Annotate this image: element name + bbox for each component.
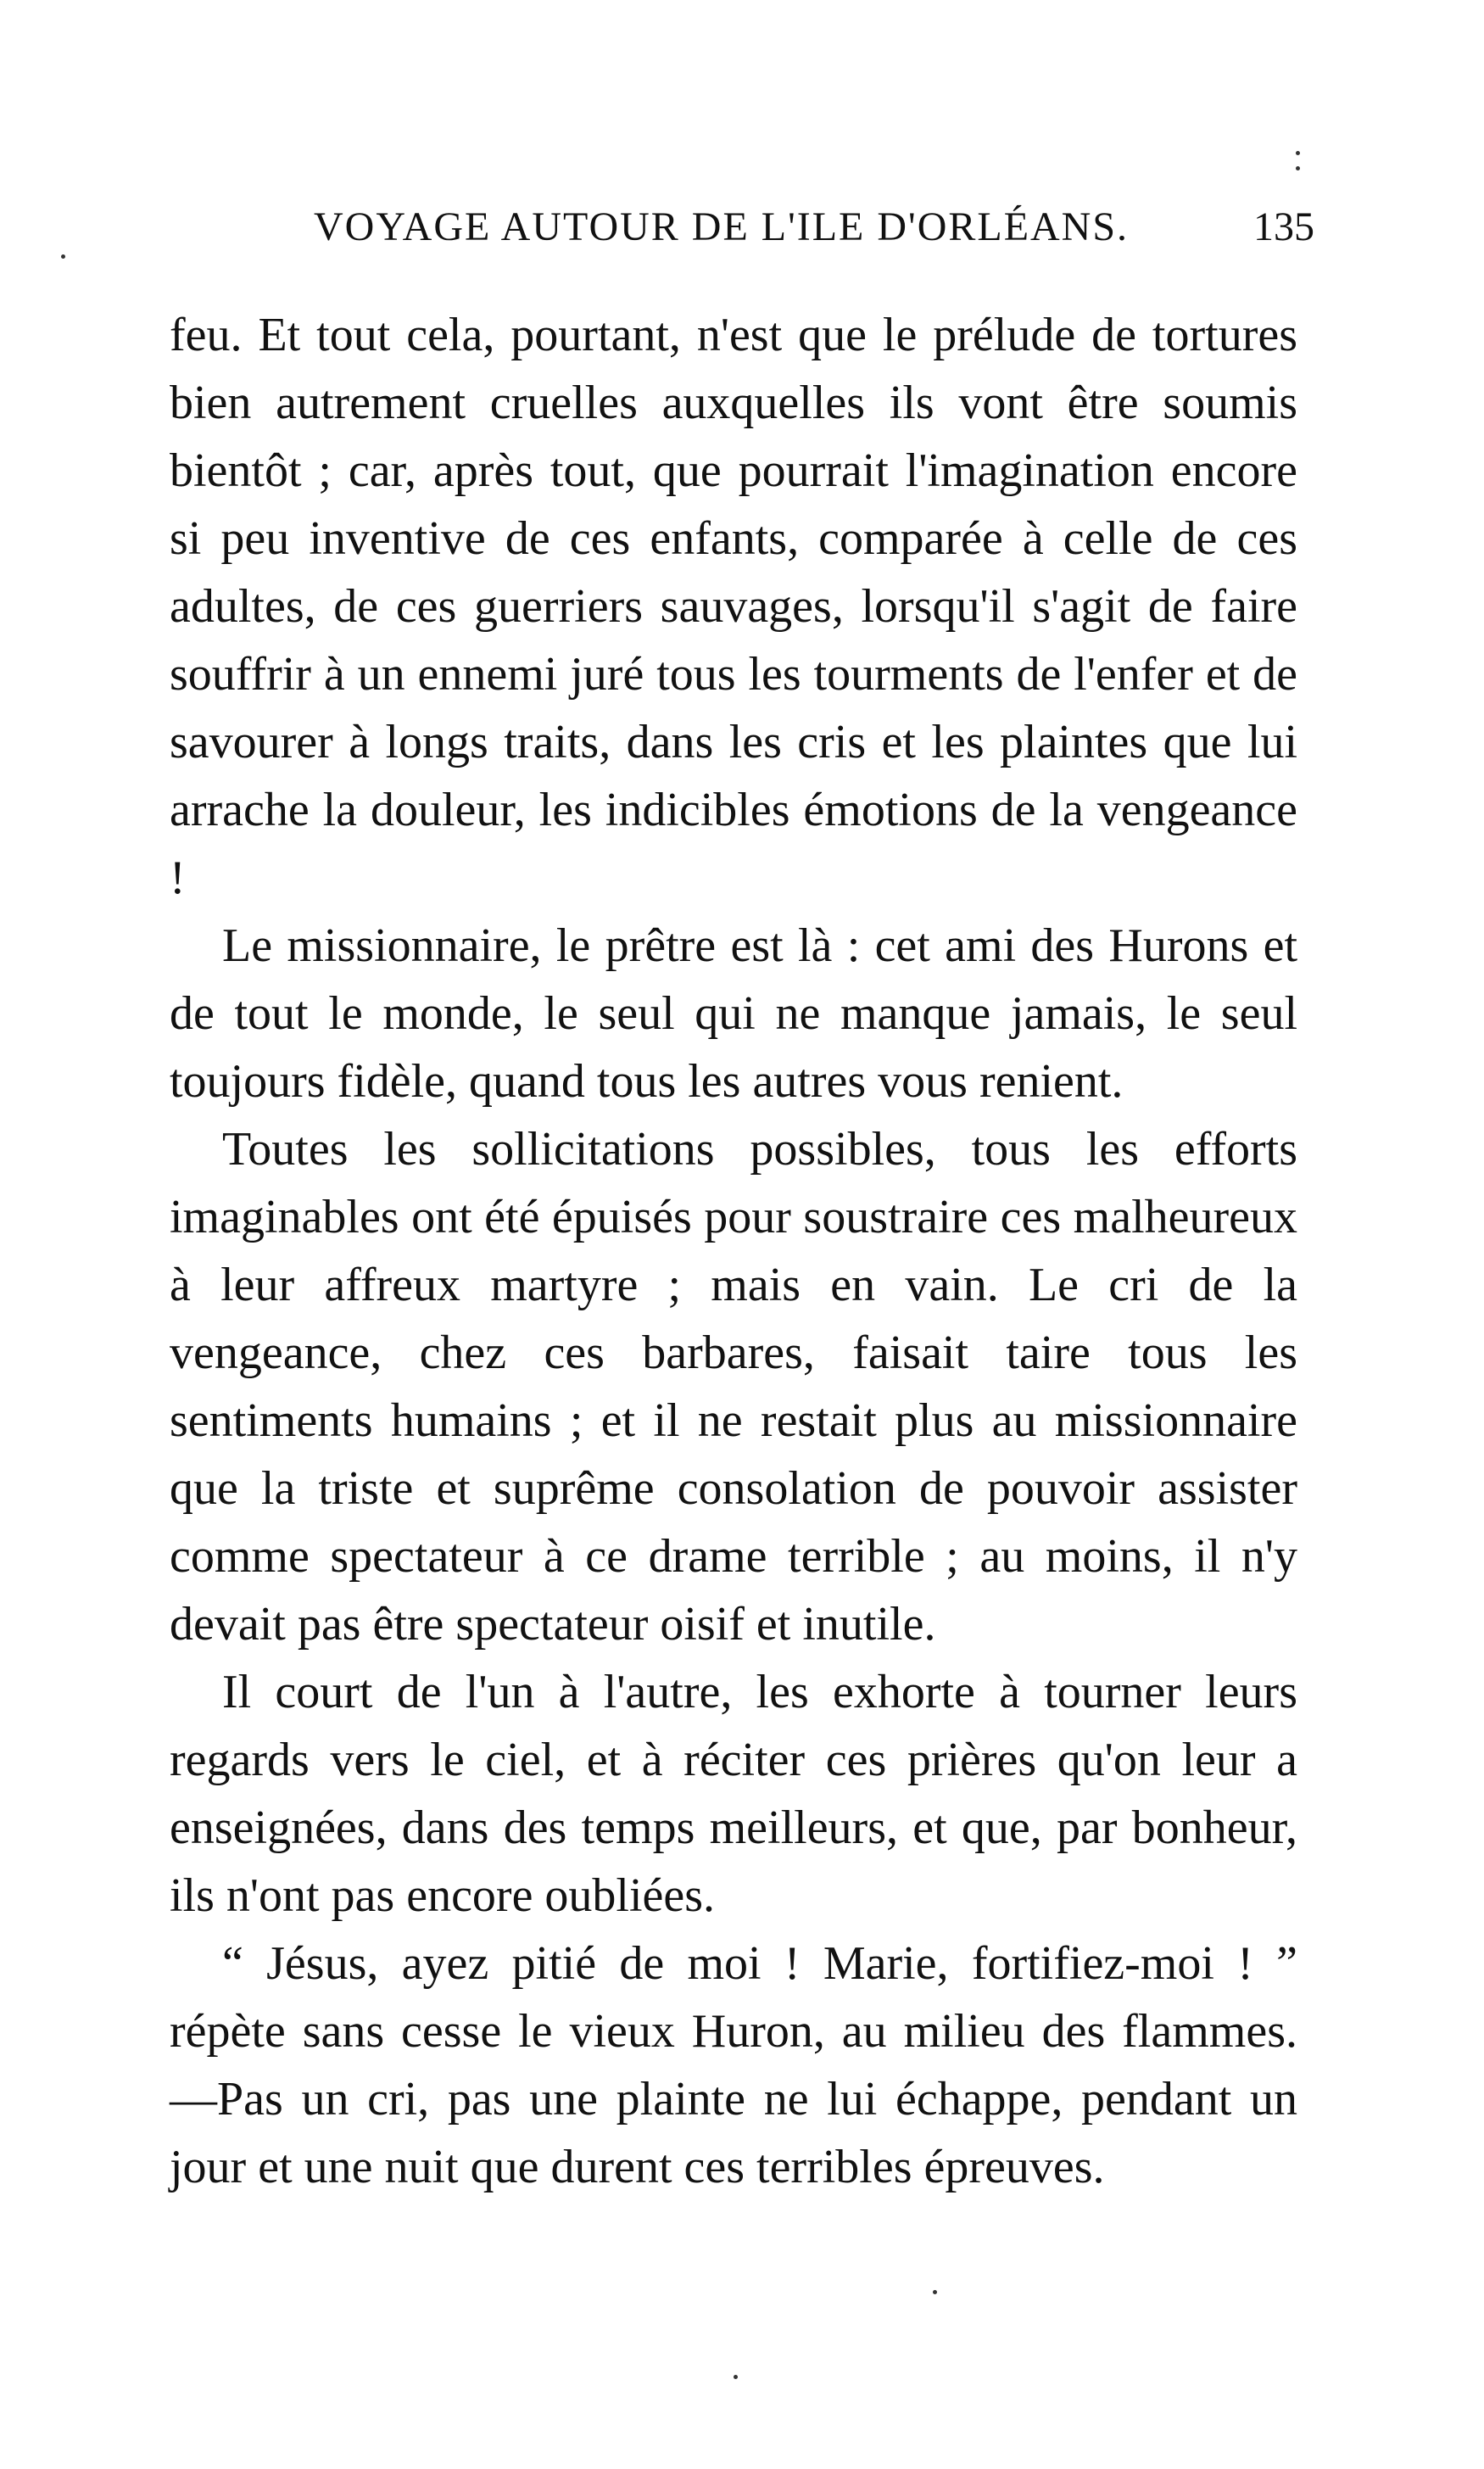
running-title: VOYAGE AUTOUR DE L'ILE D'ORLÉANS.: [314, 204, 1130, 249]
page-number: 135: [1253, 204, 1314, 249]
body-text: [170, 301, 1297, 2201]
print-speck: [734, 2375, 738, 2379]
paragraph-2: Le missionnaire, le prêtre est là : cet ami des Hurons et de tout le monde, le seul qui ne manque jamais, le seul toujours fidèle, quand tous les autres vous renient.: [170, 919, 1297, 1108]
print-speck: [1296, 166, 1300, 170]
print-speck: [1296, 151, 1300, 155]
paragraph-3: Toutes les sollicitations possibles, tous les efforts imaginables ont été épuisés pour soustraire ces malheureux à leur affreux martyre ; mais en vain. Le cri de la vengeance, chez ces barbares, faisait taire tous les sentiments humains ; et il ne restait plus au missionnaire que la triste et suprême consolation de pouvoir assister comme spectateur à ce drame terrible ; au moins, il n'y devait pas être spectateur oisif et inutile.: [170, 1123, 1297, 1651]
paragraph-4: Il court de l'un à l'autre, les exhorte à tourner leurs regards vers le ciel, et à réciter ces prières qu'on leur a enseignées, dans des temps meilleurs, et que, par bonheur, ils n'ont pas encore oubliées.: [170, 1666, 1297, 1922]
print-speck: [933, 2290, 937, 2294]
print-speck: [61, 254, 65, 259]
paragraph-5: “ Jésus, ayez pitié de moi ! Marie, fortifiez-moi ! ” répète sans cesse le vieux Huron, au milieu des flammes.—Pas un cri, pas une plainte ne lui échappe, pendant un jour et une nuit que durent ces terribles épreuves.: [170, 1937, 1297, 2193]
running-head: [314, 204, 1314, 254]
paragraph-1: feu. Et tout cela, pourtant, n'est que le prélude de tortures bien autrement cruelles auxquelles ils vont être soumis bientôt ; car, après tout, que pourrait l'imagination encore si peu inventive de ces enfants, comparée à celle de ces adultes, de ces guerriers sauvages, lorsqu'il s'agit de faire souffrir à un ennemi juré tous les tourments de l'enfer et de savourer à longs traits, dans les cris et les plaintes que lui arrache la douleur, les indicibles émotions de la vengeance !: [170, 309, 1297, 904]
